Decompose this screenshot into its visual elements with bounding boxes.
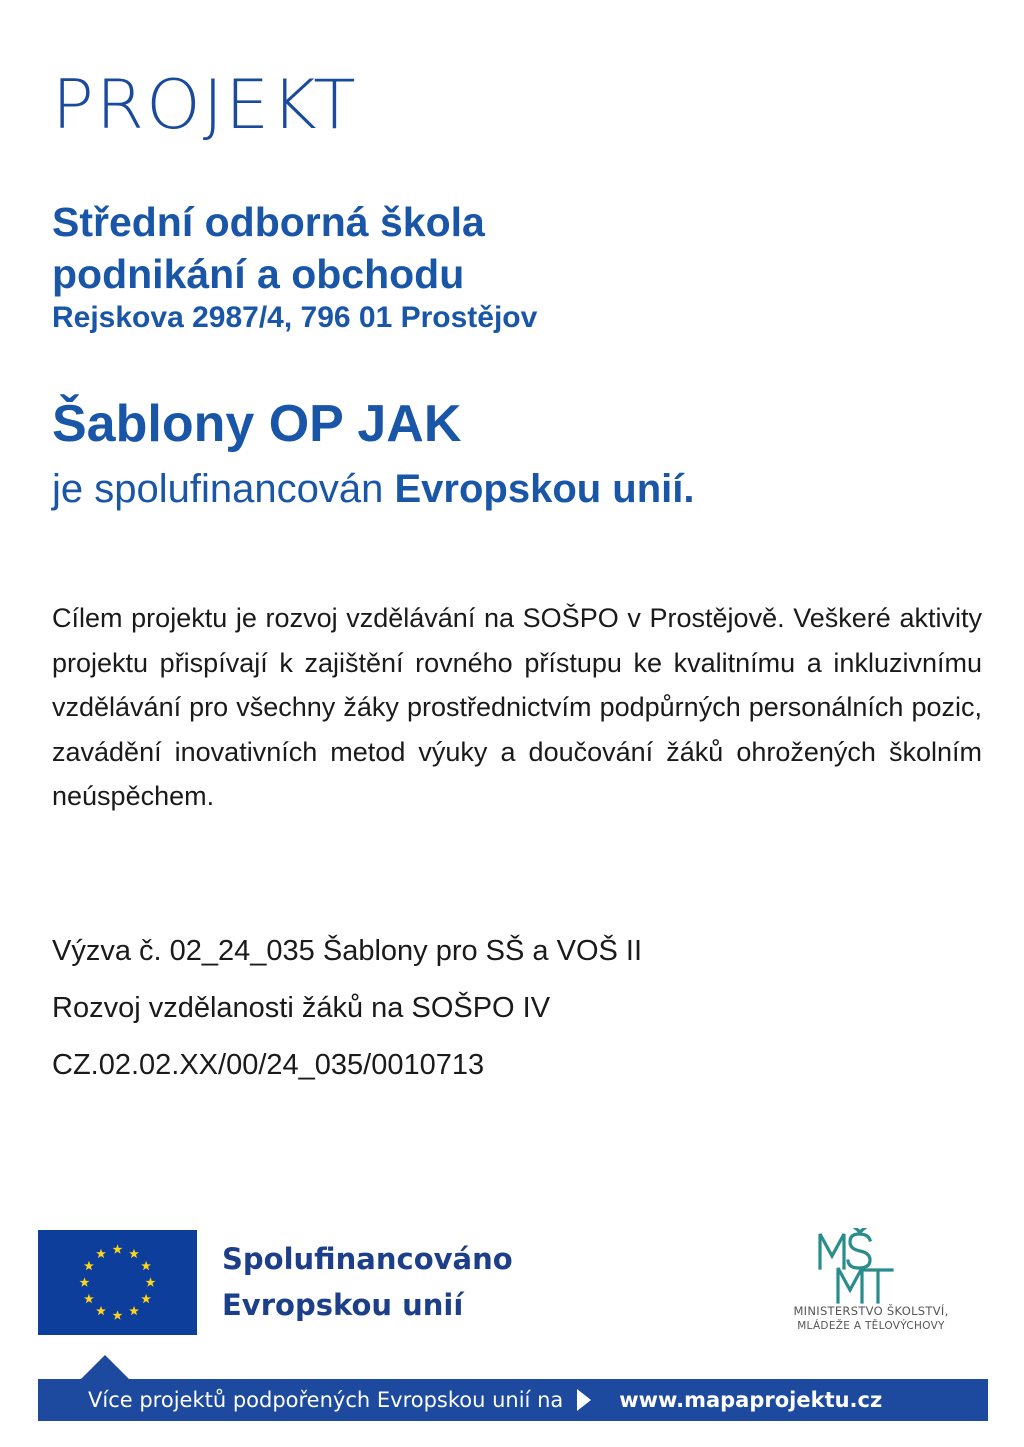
call-info: Výzva č. 02_24_035 Šablony pro SŠ a VOŠ II bbox=[52, 935, 643, 967]
school-name bbox=[52, 196, 952, 300]
projekt-heading: PROJEKT bbox=[52, 66, 358, 145]
school-name-line2: podnikání a obchodu bbox=[52, 251, 465, 297]
footer-notch-icon bbox=[80, 1355, 130, 1380]
cofinance-statement bbox=[52, 467, 695, 512]
footer-text: Více projektů podpořených Evropskou unií na bbox=[88, 1388, 564, 1412]
eu-stars bbox=[38, 1230, 197, 1335]
arrow-right-icon bbox=[577, 1389, 591, 1411]
eu-star-icon bbox=[84, 1261, 94, 1270]
eu-logo-line1: Spolufinancováno bbox=[222, 1242, 513, 1276]
msmt-caption-line2: MLÁDEŽE A TĚLOVÝCHOVY bbox=[797, 1320, 945, 1332]
eu-logo-line2: Evropskou unií bbox=[222, 1288, 464, 1322]
eu-star-icon bbox=[80, 1277, 90, 1286]
project-title-info: Rozvoj vzdělanosti žáků na SOŠPO IV bbox=[52, 992, 551, 1024]
eu-star-icon bbox=[96, 1249, 106, 1258]
project-description: Cílem projektu je rozvoj vzdělávání na SOŠPO v Prostějově. Veškeré aktivity projektu přispívají k zajištění rovného přístupu ke kvalitnímu a inkluzivnímu vzdělávání pro všechny žáky prostřednictvím podpůrných personálních pozic, zavádění inovativních metod výuky a doučování žáků ohrožených školním neúspěchem. bbox=[52, 603, 982, 811]
eu-star-icon bbox=[129, 1249, 139, 1258]
eu-star-icon bbox=[113, 1244, 123, 1253]
eu-star-icon bbox=[141, 1261, 151, 1270]
footer-url-link[interactable]: www.mapaprojektu.cz bbox=[619, 1388, 883, 1412]
footer-banner bbox=[38, 1379, 988, 1421]
eu-star-icon bbox=[96, 1306, 106, 1315]
eu-flag-icon bbox=[38, 1230, 197, 1335]
cofinance-eu: Evropskou unií. bbox=[394, 467, 695, 511]
project-name: Šablony OP JAK bbox=[52, 395, 462, 453]
school-name-line1: Střední odborná škola bbox=[52, 199, 485, 245]
eu-star-icon bbox=[146, 1277, 156, 1286]
msmt-monogram-icon bbox=[820, 1228, 892, 1302]
cofinance-prefix: je spolufinancován bbox=[52, 467, 395, 511]
registration-number: CZ.02.02.XX/00/24_035/0010713 bbox=[52, 1049, 485, 1081]
eu-star-icon bbox=[84, 1294, 94, 1303]
eu-star-icon bbox=[129, 1306, 139, 1315]
msmt-caption bbox=[755, 1304, 987, 1334]
eu-cofinance-logo-text bbox=[222, 1236, 513, 1328]
eu-star-icon bbox=[141, 1294, 151, 1303]
eu-star-icon bbox=[113, 1310, 123, 1319]
school-address: Rejskova 2987/4, 796 01 Prostějov bbox=[52, 301, 538, 334]
msmt-caption-line1: MINISTERSTVO ŠKOLSTVÍ, bbox=[793, 1304, 949, 1318]
